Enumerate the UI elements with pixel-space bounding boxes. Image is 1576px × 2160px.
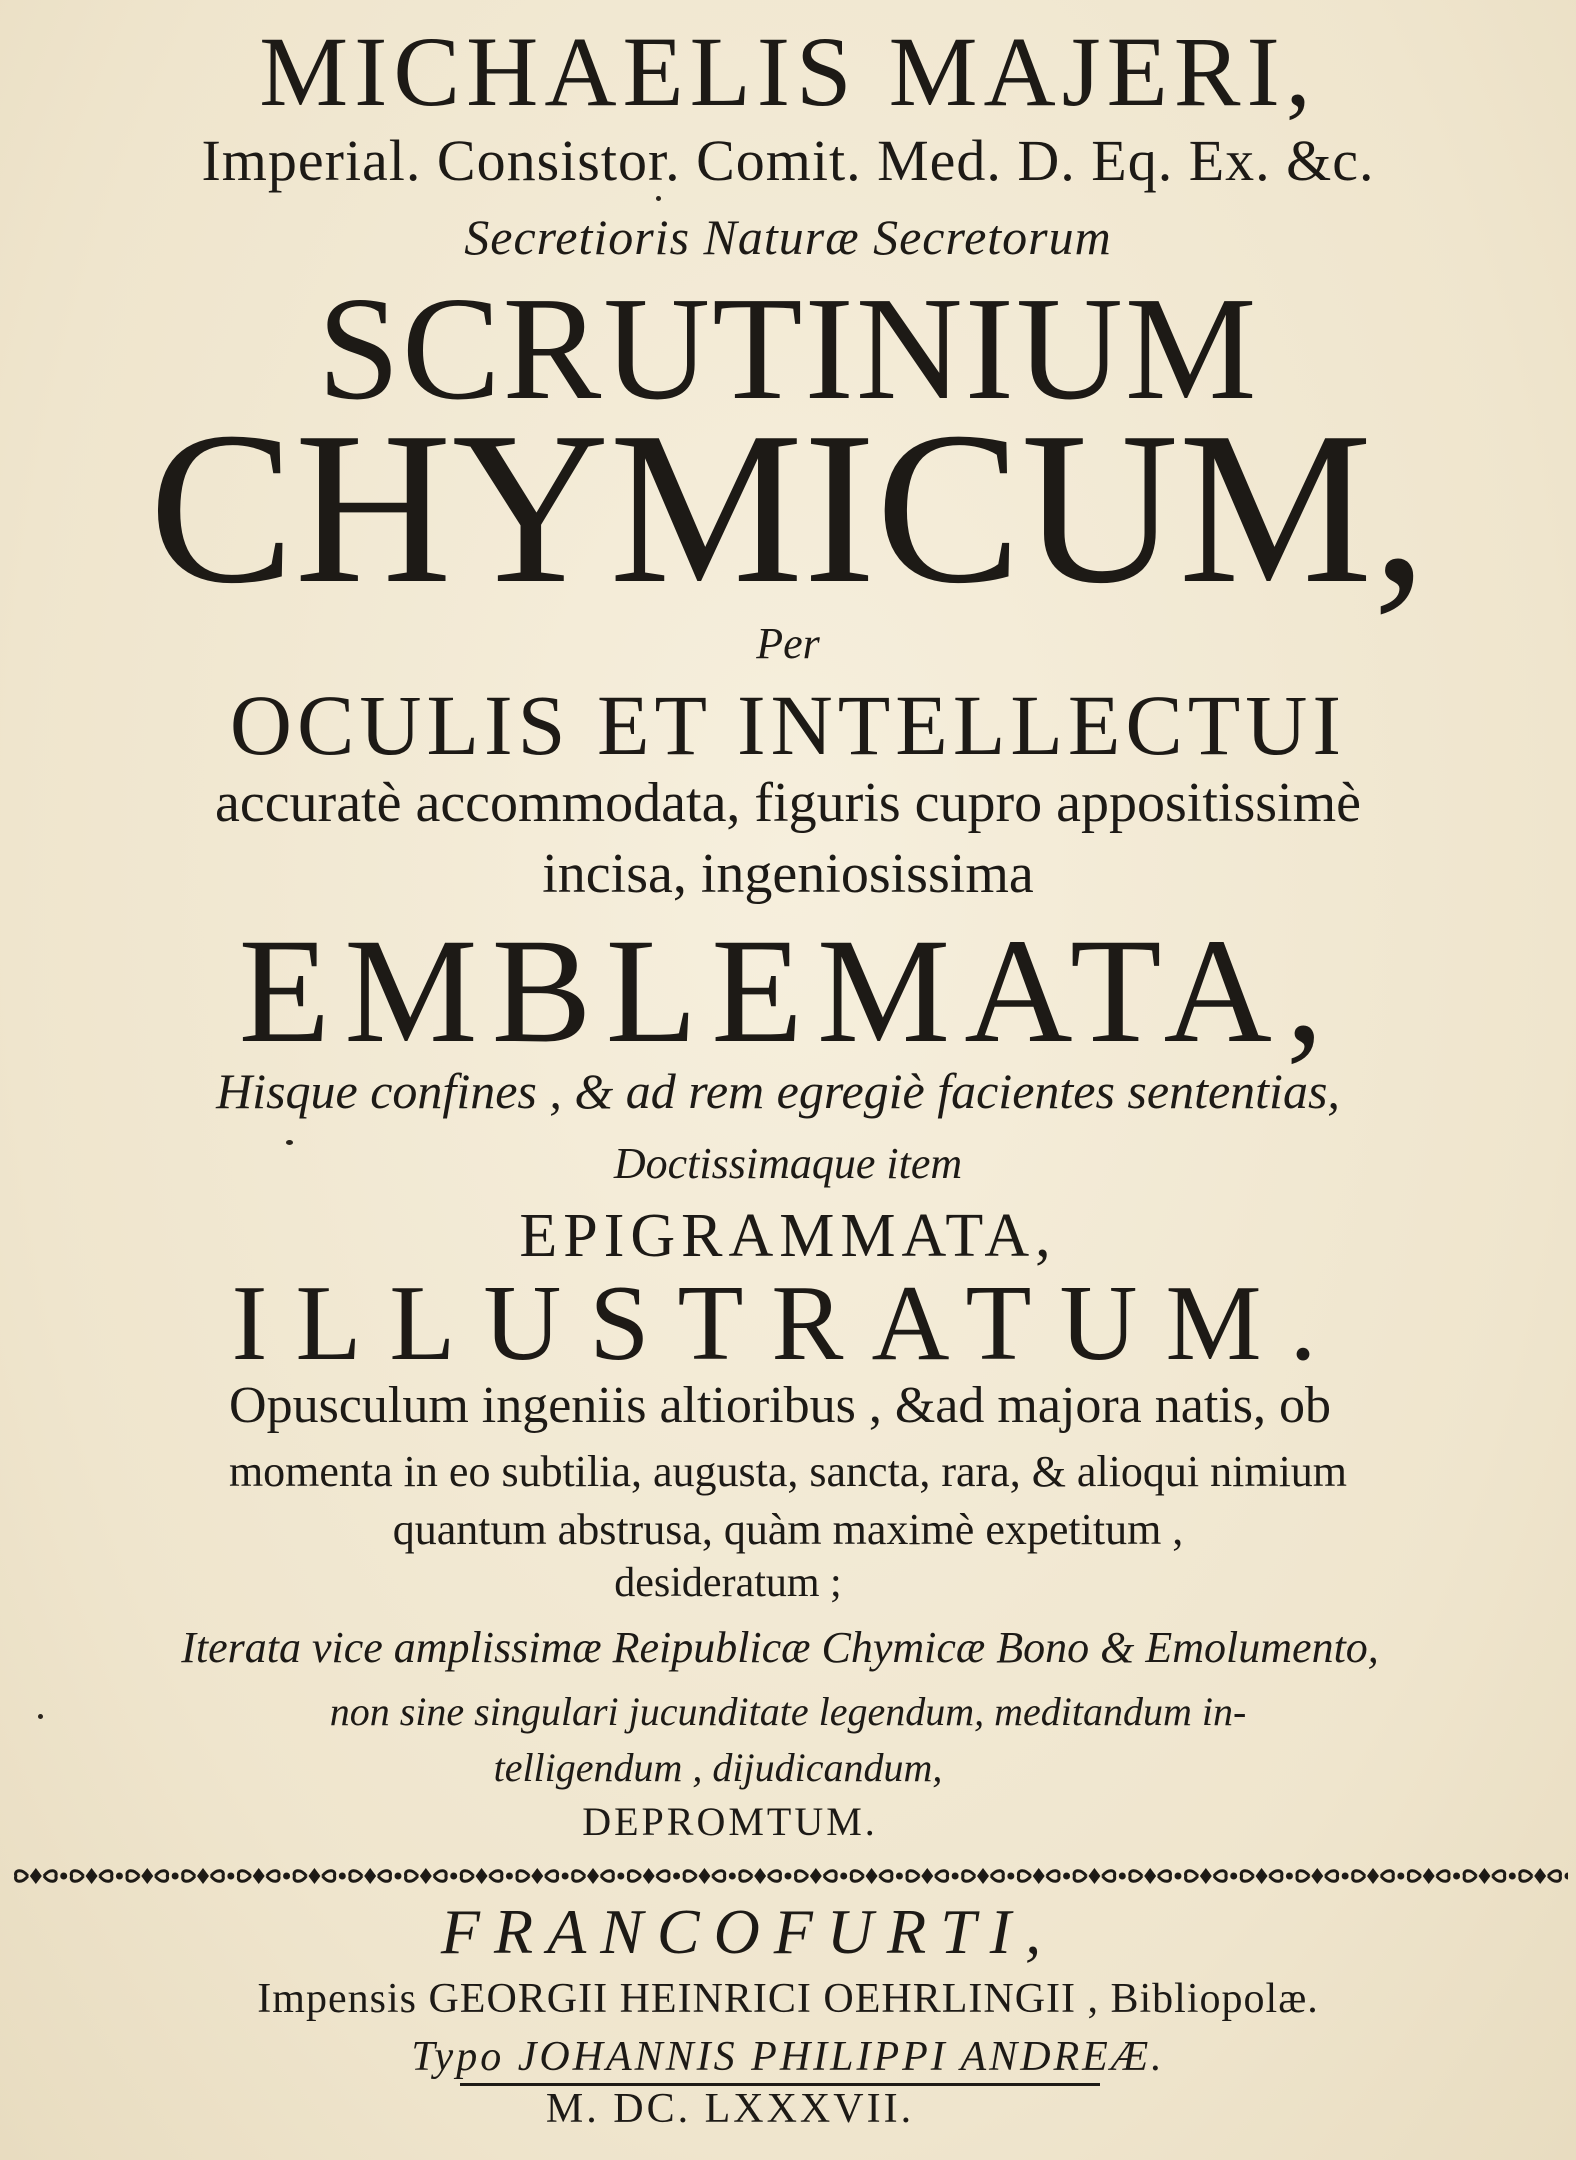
fleuron-icon <box>127 1868 179 1884</box>
fleuron-icon <box>71 1868 123 1884</box>
text-momenta: momenta in eo subtilia, augusta, sancta, rara, & alioqui nimium <box>228 1447 1348 1496</box>
fleuron-icon <box>350 1868 402 1884</box>
text-iterata: Iterata vice amplissimæ Reipublicæ Chymicæ Bono & Emolumento, <box>181 1623 1379 1672</box>
imprint-typo: Typo JOHANNIS PHILIPPI ANDREÆ. <box>411 2034 1165 2080</box>
fleuron-icon <box>1130 1868 1182 1884</box>
ornament-border <box>8 1864 1568 1888</box>
fleuron-icon <box>1408 1868 1460 1884</box>
fleuron-icon <box>1186 1868 1238 1884</box>
title-epigrammata: EPIGRAMMATA, <box>519 1202 1057 1270</box>
fleuron-icon <box>1520 1868 1568 1884</box>
fleuron-icon <box>294 1868 346 1884</box>
text-intelligendum: telligendum , dijudicandum, <box>493 1745 943 1790</box>
fleuron-icon <box>1297 1868 1349 1884</box>
fleuron-icon <box>851 1868 903 1884</box>
fleuron-icon <box>238 1868 290 1884</box>
text-desideratum: desideratum ; <box>614 1560 842 1606</box>
fleuron-icon <box>796 1868 848 1884</box>
fleuron-icon <box>1074 1868 1126 1884</box>
fleuron-icon <box>740 1868 792 1884</box>
fleuron-icon <box>1018 1868 1070 1884</box>
text-hisque: Hisque confines , & ad rem egregiè facientes sententias, <box>216 1063 1340 1119</box>
text-depromtum: DEPROMTUM. <box>582 1799 878 1844</box>
title-chymicum: CHYMICUM, <box>149 388 1427 629</box>
ink-speck <box>38 1714 43 1719</box>
text-non-sine: non sine singulari jucunditate legendum, meditandum in- <box>329 1689 1247 1734</box>
word-per: Per <box>756 619 820 668</box>
fleuron-icon <box>1241 1868 1293 1884</box>
text-opusculum: Opusculum ingeniis altioribus , &ad majora natis, ob <box>229 1377 1331 1434</box>
fleuron-icon <box>183 1868 235 1884</box>
fleuron-icon <box>907 1868 959 1884</box>
imprint-year: M. DC. LXXXVII. <box>545 2086 915 2132</box>
text-accurate: accuratè accommodata, figuris cupro appositissimè <box>214 772 1362 834</box>
title-illustratum: ILLUSTRATUM. <box>231 1264 1345 1383</box>
text-doctissima: Doctissimaque item <box>613 1139 963 1188</box>
fleuron-icon <box>963 1868 1015 1884</box>
text-quantum: quantum abstrusa, quàm maximè expetitum , <box>392 1505 1184 1554</box>
ink-speck <box>286 1140 293 1145</box>
fleuron-icon <box>573 1868 625 1884</box>
title-scrutinium: SCRUTINIUM <box>317 267 1259 431</box>
title-emblemata: EMBLEMATA, <box>238 908 1338 1074</box>
imprint-city: FRANCOFURTI, <box>440 1896 1056 1967</box>
fleuron-icon <box>684 1868 736 1884</box>
text-incisa: incisa, ingeniosissima <box>542 843 1034 905</box>
author-name: MICHAELIS MAJERI, <box>259 16 1317 127</box>
fleuron-icon <box>628 1868 680 1884</box>
fleuron-icon <box>406 1868 458 1884</box>
oculis-et-intellectui: OCULIS ET INTELLECTUI <box>229 677 1347 773</box>
fleuron-icon <box>1464 1868 1516 1884</box>
ink-speck <box>656 196 661 201</box>
subtitle-secretioris: Secretioris Naturæ Secretorum <box>464 209 1112 265</box>
imprint-impensis: Impensis GEORGII HEINRICI OEHRLINGII , Bibliopolæ. <box>257 1976 1319 2022</box>
fleuron-icon <box>16 1868 68 1884</box>
fleuron-icon <box>517 1868 569 1884</box>
fleuron-icon <box>461 1868 513 1884</box>
fleuron-icon <box>1353 1868 1405 1884</box>
author-titles: Imperial. Consistor. Comit. Med. D. Eq. Ex. &c. <box>201 128 1375 193</box>
